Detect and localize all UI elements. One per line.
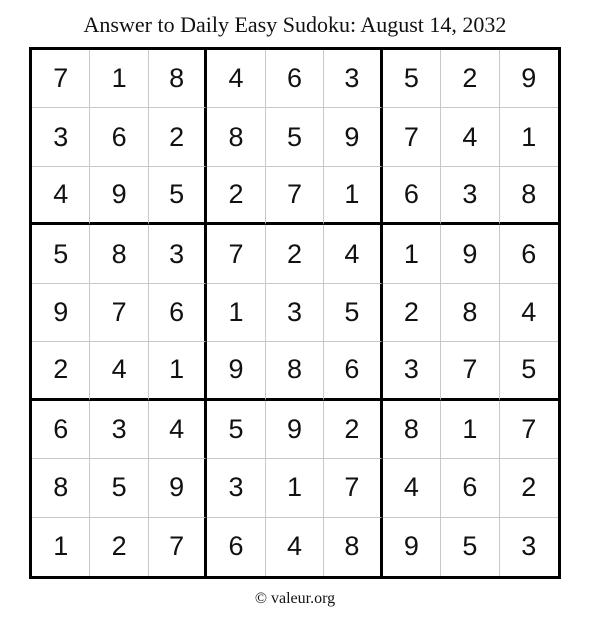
sudoku-cell: 7 — [32, 50, 90, 108]
sudoku-cell: 3 — [383, 342, 441, 400]
sudoku-cell: 1 — [441, 401, 499, 459]
sudoku-cell: 8 — [324, 518, 382, 576]
sudoku-cell: 1 — [90, 50, 148, 108]
sudoku-cell: 5 — [32, 225, 90, 283]
sudoku-cell: 5 — [500, 342, 558, 400]
sudoku-cell: 8 — [90, 225, 148, 283]
sudoku-cell: 2 — [500, 459, 558, 517]
sudoku-cell: 8 — [383, 401, 441, 459]
sudoku-cell: 4 — [500, 284, 558, 342]
sudoku-cell: 6 — [90, 108, 148, 166]
sudoku-cell: 4 — [149, 401, 207, 459]
sudoku-cell: 7 — [383, 108, 441, 166]
sudoku-cell: 2 — [32, 342, 90, 400]
sudoku-cell: 7 — [441, 342, 499, 400]
sudoku-cell: 8 — [149, 50, 207, 108]
sudoku-cell: 9 — [324, 108, 382, 166]
sudoku-cell: 7 — [500, 401, 558, 459]
sudoku-cell: 5 — [149, 167, 207, 225]
sudoku-grid — [29, 47, 561, 579]
sudoku-cell: 9 — [90, 167, 148, 225]
sudoku-cell: 7 — [207, 225, 265, 283]
sudoku-cell: 6 — [324, 342, 382, 400]
sudoku-cell: 4 — [324, 225, 382, 283]
sudoku-cell: 9 — [383, 518, 441, 576]
sudoku-cell: 7 — [324, 459, 382, 517]
sudoku-cell: 2 — [266, 225, 324, 283]
sudoku-cell: 9 — [441, 225, 499, 283]
sudoku-cell: 8 — [500, 167, 558, 225]
sudoku-cell: 6 — [32, 401, 90, 459]
sudoku-cell: 3 — [90, 401, 148, 459]
sudoku-cell: 8 — [266, 342, 324, 400]
sudoku-cell: 7 — [90, 284, 148, 342]
sudoku-cell: 3 — [32, 108, 90, 166]
sudoku-cell: 3 — [149, 225, 207, 283]
sudoku-cell: 5 — [383, 50, 441, 108]
sudoku-cell: 3 — [441, 167, 499, 225]
page-title: Answer to Daily Easy Sudoku: August 14, 2032 — [83, 12, 507, 37]
sudoku-cell: 8 — [207, 108, 265, 166]
sudoku-cell: 9 — [32, 284, 90, 342]
sudoku-cell: 2 — [441, 50, 499, 108]
sudoku-cell: 4 — [90, 342, 148, 400]
sudoku-cell: 4 — [32, 167, 90, 225]
sudoku-cell: 2 — [383, 284, 441, 342]
sudoku-cell: 3 — [521, 531, 537, 562]
sudoku-cell: 4 — [383, 459, 441, 517]
sudoku-cell: 8 — [441, 284, 499, 342]
sudoku-cell: 2 — [207, 167, 265, 225]
sudoku-cell: 9 — [500, 50, 558, 108]
sudoku-cell: 1 — [500, 108, 558, 166]
sudoku-cell: 6 — [149, 284, 207, 342]
sudoku-cell: 1 — [32, 518, 90, 576]
sudoku-cell: 5 — [324, 284, 382, 342]
sudoku-cell: 1 — [324, 167, 382, 225]
sudoku-cell: 3 — [324, 50, 382, 108]
sudoku-cell: 1 — [149, 342, 207, 400]
sudoku-cell: 2 — [149, 108, 207, 166]
sudoku-cell: 7 — [149, 518, 207, 576]
sudoku-cell: 4 — [207, 50, 265, 108]
sudoku-cell: 4 — [266, 518, 324, 576]
sudoku-cell: 6 — [441, 459, 499, 517]
sudoku-cell: 2 — [324, 401, 382, 459]
copyright-footer: © valeur.org — [254, 590, 336, 607]
sudoku-cell: 6 — [500, 225, 558, 283]
sudoku-cell: 5 — [90, 459, 148, 517]
sudoku-cell: 6 — [383, 167, 441, 225]
sudoku-cell: 2 — [90, 518, 148, 576]
sudoku-cell: 8 — [32, 459, 90, 517]
sudoku-cell: 3 — [207, 459, 265, 517]
sudoku-cell: 9 — [266, 401, 324, 459]
sudoku-cell: 3 — [266, 284, 324, 342]
sudoku-cell: 5 — [441, 518, 499, 576]
sudoku-cell: 1 — [207, 284, 265, 342]
sudoku-cell: 7 — [266, 167, 324, 225]
sudoku-cell: 1 — [383, 225, 441, 283]
sudoku-cell: 1 — [266, 459, 324, 517]
sudoku-cell: 6 — [266, 50, 324, 108]
sudoku-cell: 5 — [207, 401, 265, 459]
sudoku-cell: 6 — [207, 518, 265, 576]
sudoku-cell: 4 — [441, 108, 499, 166]
sudoku-cell: 9 — [149, 459, 207, 517]
sudoku-cell: 9 — [207, 342, 265, 400]
sudoku-cell: 5 — [266, 108, 324, 166]
